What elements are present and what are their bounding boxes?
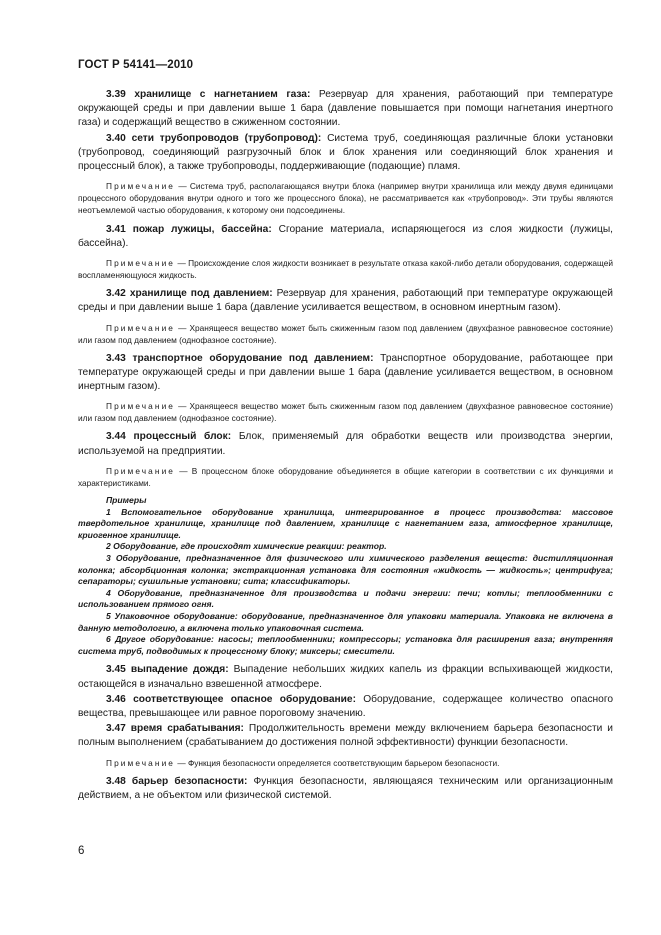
note-label: Примечание xyxy=(106,465,176,476)
note-text: — Хранящееся вещество может быть сжиженным газом под давлением (двухфазное равновесное состояние) или газом под давлением (однофазное состояние). xyxy=(78,401,613,424)
term-title: 3.47 время срабатывания: xyxy=(106,723,244,735)
term-definition: Функция безопасности, являющаяся техническим или организационным действием, а не объектом или физической системой. xyxy=(78,775,613,801)
example-item: 4 Оборудование, предназначенное для производства и подачи энергии: печи; котлы; теплообменники с использованием прямого огня. xyxy=(78,587,613,610)
note-label: Примечание xyxy=(106,181,176,192)
note-3-47 xyxy=(78,757,613,769)
note-text: — Происхождение слоя жидкости возникает в результате отказа какой-либо детали оборудования, содержащей воспламеняющуюся жидкость. xyxy=(78,257,613,280)
term-3-46 xyxy=(78,693,613,721)
example-item: 2 Оборудование, где происходят химические реакции: реактор. xyxy=(106,541,387,552)
term-definition: Блок, применяемый для обработки веществ или производства энергии, используемой на предприятии. xyxy=(78,431,613,457)
note-text: — Функция безопасности определяется соответствующим барьером безопасности. xyxy=(175,757,500,768)
note-text: — В процессном блоке оборудование объединяется в общие категории в соответствии с их функциями и характеристиками. xyxy=(78,465,613,488)
note-text: — Хранящееся вещество может быть сжиженным газом под давлением (двухфазное равновесное состояние) или газом под давлением (однофазное состояние). xyxy=(78,322,613,345)
term-title: 3.41 пожар лужицы, бассейна: xyxy=(106,223,272,235)
examples-title: Примеры xyxy=(106,495,147,506)
note-3-42 xyxy=(78,322,613,346)
note-text: — Система труб, располагающаяся внутри блока (например внутри хранилища или между двумя единицами процессного оборудования внутри одного и того же процессного блока), не рассматривается как «трубопровод». Эти трубы являются неотъемлемой частью оборудования, к которому они подсоединены. xyxy=(78,181,613,216)
term-title: 3.39 хранилище с нагнетанием газа: xyxy=(106,89,311,100)
note-3-40 xyxy=(78,180,613,216)
term-title: 3.40 сети трубопроводов (трубопровод): xyxy=(106,132,322,144)
term-3-42 xyxy=(78,287,613,315)
term-3-40 xyxy=(78,132,613,175)
note-3-41 xyxy=(78,257,613,281)
term-3-48 xyxy=(78,775,613,803)
term-3-47 xyxy=(78,722,613,750)
term-3-43 xyxy=(78,352,613,395)
term-definition: Выпадение небольших жидких капель из фракции вспыхивающей жидкости, остающейся в изначально взвешенной атмосфере. xyxy=(78,664,613,690)
note-label: Примечание xyxy=(106,757,176,768)
term-3-45 xyxy=(78,663,613,691)
example-item: 1 Вспомогательное оборудование хранилища, интегрированное в процесс производства: массовое твердотельное хранилище, хранилище под давлением, хранилище с нагнетанием газа, атмосферное хранилище, криогенное хранилище. xyxy=(78,506,613,540)
term-title: 3.45 выпадение дождя: xyxy=(106,664,229,676)
term-definition: Транспортное оборудование, работающее при температуре окружающей среды и при давлении выше 1 бара (давление усиливается веществом, в основном инертным газом). xyxy=(78,352,613,393)
page-content xyxy=(78,88,613,809)
note-3-44 xyxy=(78,465,613,489)
example-item: 5 Упаковочное оборудование: оборудование, предназначенное для упаковки материала. Упаковка не включена в данную методологию, а включена только упаковочная система. xyxy=(78,611,613,633)
term-title: 3.42 хранилище под давлением: xyxy=(106,288,273,300)
term-title: 3.44 процессный блок: xyxy=(106,431,232,443)
term-definition: Резервуар для хранения, работающий при температуре окружающей среды и при давлении выше 1 бара (давление повышается при помощи нагнетания инертного газа) и содержащий вещество в сжиженном состоянии. xyxy=(78,89,613,129)
note-label: Примечание xyxy=(106,401,176,412)
term-3-39 xyxy=(78,88,613,131)
note-3-43 xyxy=(78,400,613,424)
term-definition: Система труб, соединяющая различные блоки установки (трубопровод, соединяющий разгрузочный блок и блок хранения или соединяющий блок хранения и процессный блок), а также трубопроводы, поддерживающие (подающие) пламя. xyxy=(78,132,614,173)
note-label: Примечание xyxy=(106,257,176,268)
note-label: Примечание xyxy=(106,322,176,333)
document-code-header: ГОСТ Р 54141—2010 xyxy=(78,59,194,71)
example-item: 6 Другое оборудование: насосы; теплообменники; компрессоры; установка для расширения газа; внутренняя система труб, подводимых к процессному блоку; миксеры; смесители. xyxy=(78,634,613,656)
term-definition: Резервуар для хранения, работающий при температуре окружающей среды и при давлении выше 1 бара (давление усиливается веществом, в основном инертным газом). xyxy=(78,288,614,314)
term-title: 3.43 транспортное оборудование под давлением: xyxy=(106,352,374,364)
term-definition: Оборудование, содержащее количество опасного вещества, превышающее или равное пороговому значению. xyxy=(78,693,613,719)
term-3-44 xyxy=(78,430,613,458)
term-definition: Продолжительность времени между включением барьера безопасности и полным выполнением (срабатыванием до достижения полной эффективности) функции безопасности. xyxy=(78,723,613,749)
page-number: 6 xyxy=(78,845,85,857)
example-item: 3 Оборудование, предназначенное для физического или химического разделения веществ: дистилляционная колонка; абсорбционная колонка; экстракционная установка для состояния «жидкость — жидкость»; центрифуга; сепараторы; сушильные установки; сита; классификаторы. xyxy=(78,553,613,587)
term-definition: Сгорание материала, испаряющегося из слоя жидкости (лужицы, бассейна). xyxy=(78,223,613,249)
term-3-41 xyxy=(78,223,613,251)
term-title: 3.46 соответствующее опасное оборудование: xyxy=(106,693,356,705)
term-title: 3.48 барьер безопасности: xyxy=(106,775,248,787)
